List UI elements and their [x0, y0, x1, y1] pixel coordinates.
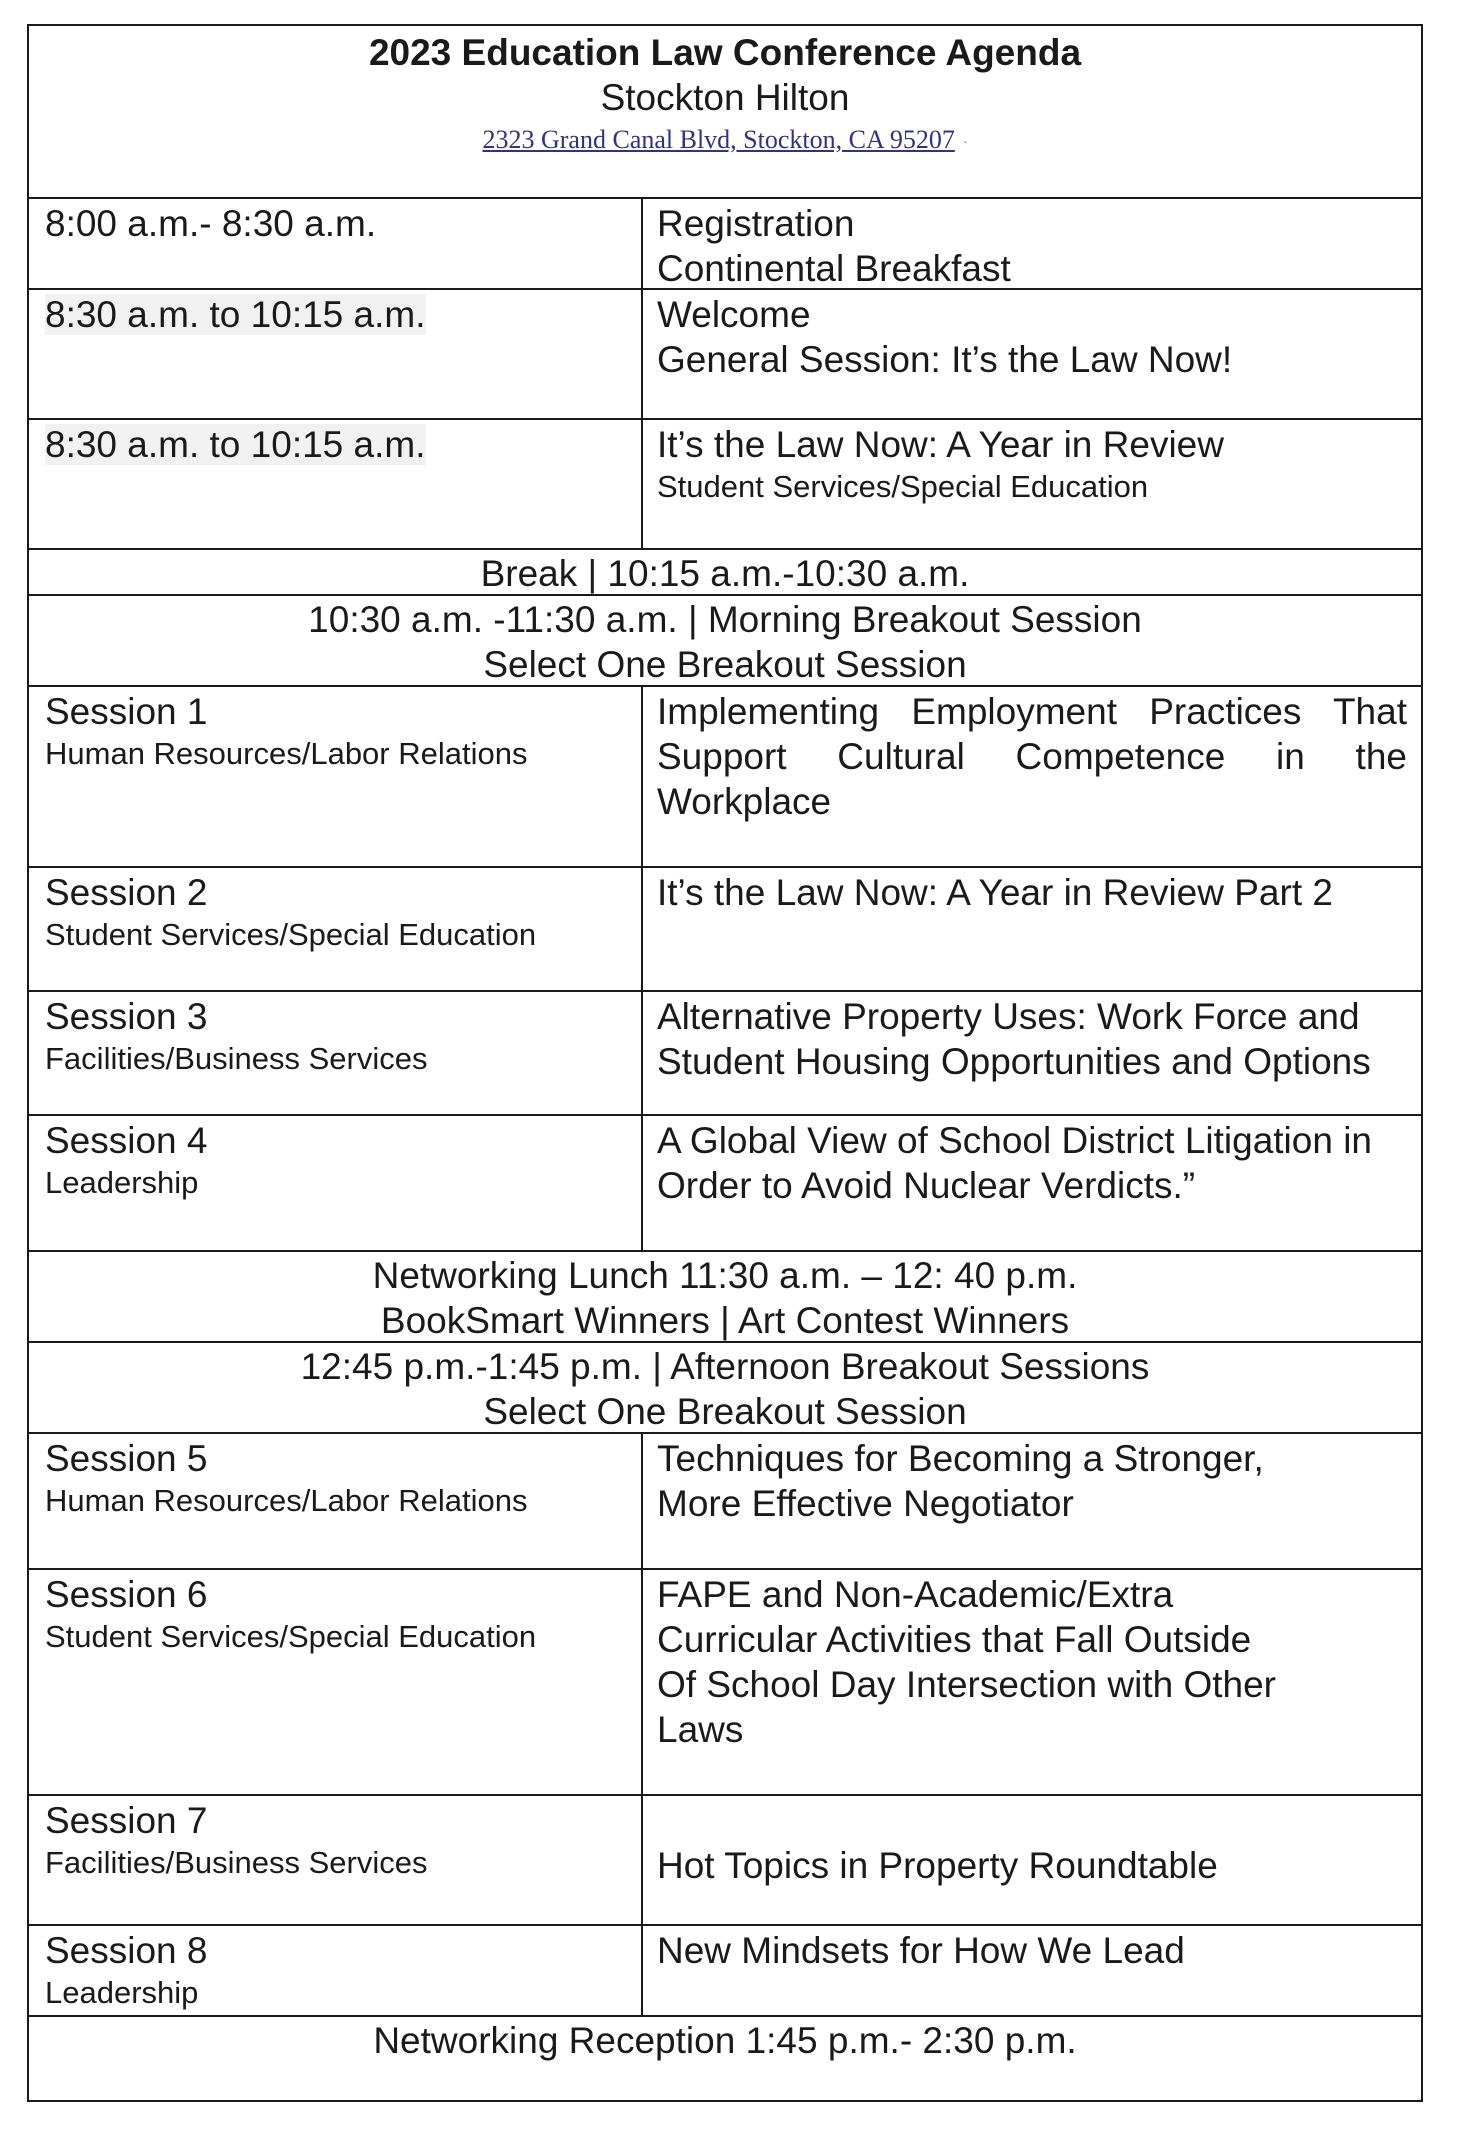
venue-name: Stockton Hilton	[600, 77, 850, 118]
session-name: Session 5	[45, 1438, 208, 1479]
afternoon-breakout-row	[29, 1341, 1421, 1432]
session-row	[29, 866, 1421, 990]
session-name: Session 1	[45, 691, 208, 732]
agenda-header	[29, 26, 1421, 197]
session-title-line: Of School Day Intersection with Other	[657, 1664, 1276, 1705]
general-session-label: General Session: It’s the Law Now!	[657, 339, 1233, 380]
session-name: Session 2	[45, 872, 208, 913]
session-title	[643, 992, 1421, 1114]
session-title-line: Techniques for Becoming a Stronger,	[657, 1438, 1264, 1479]
registration-row	[29, 197, 1421, 288]
welcome-details	[643, 290, 1421, 418]
review-track: Student Services/Special Education	[657, 469, 1149, 504]
session-row	[29, 1114, 1421, 1250]
reception-label: Networking Reception 1:45 p.m.- 2:30 p.m.	[373, 2020, 1077, 2061]
session-info	[29, 868, 643, 990]
afternoon-breakout-time: 12:45 p.m.-1:45 p.m. | Afternoon Breakout Sessions	[300, 1346, 1150, 1387]
session-track: Student Services/Special Education	[45, 917, 537, 952]
session-title-line: More Effective Negotiator	[657, 1483, 1074, 1524]
session-title: It’s the Law Now: A Year in Review Part 2	[657, 872, 1333, 913]
session-info	[29, 992, 643, 1114]
session-name: Session 8	[45, 1930, 208, 1971]
review-time: 8:30 a.m. to 10:15 a.m.	[45, 424, 426, 465]
session-info	[29, 1434, 643, 1568]
reception-row	[29, 2015, 1421, 2100]
session-row	[29, 1432, 1421, 1568]
review-time-cell	[29, 420, 643, 548]
welcome-time-cell	[29, 290, 643, 418]
session-info	[29, 1796, 643, 1924]
review-title: It’s the Law Now: A Year in Review	[657, 424, 1224, 465]
session-title: New Mindsets for How We Lead	[657, 1930, 1185, 1971]
session-track: Human Resources/Labor Relations	[45, 736, 528, 771]
session-track: Leadership	[45, 1975, 199, 2010]
session-info	[29, 687, 643, 866]
registration-details	[643, 199, 1421, 288]
session-title-line: Student Housing Opportunities and Options	[657, 1041, 1371, 1082]
session-row	[29, 1568, 1421, 1794]
session-name: Session 6	[45, 1574, 208, 1615]
session-info	[29, 1926, 643, 2015]
session-row	[29, 685, 1421, 866]
session-title-line: A Global View of School District Litigation in	[657, 1120, 1373, 1161]
lunch-awards: BookSmart Winners | Art Contest Winners	[380, 1300, 1070, 1341]
venue-address-link[interactable]: 2323 Grand Canal Blvd, Stockton, CA 95207	[482, 125, 955, 154]
session-info	[29, 1116, 643, 1250]
review-details	[643, 420, 1421, 548]
break-label: Break | 10:15 a.m.-10:30 a.m.	[480, 553, 970, 594]
session-info	[29, 1570, 643, 1794]
registration-time: 8:00 a.m.- 8:30 a.m.	[29, 199, 643, 288]
session-title-line: Laws	[657, 1709, 744, 1750]
session-track: Facilities/Business Services	[45, 1845, 428, 1880]
morning-breakout-row	[29, 594, 1421, 685]
morning-breakout-instruction: Select One Breakout Session	[483, 644, 967, 685]
session-title-line: FAPE and Non-Academic/Extra	[657, 1574, 1174, 1615]
session-title	[643, 1116, 1421, 1250]
session-track: Leadership	[45, 1165, 199, 1200]
welcome-time: 8:30 a.m. to 10:15 a.m.	[45, 294, 426, 335]
session-row	[29, 1794, 1421, 1924]
review-row	[29, 418, 1421, 548]
session-title: Implementing Employment Practices That Support Cultural Competence in the Workplace	[657, 691, 1407, 822]
welcome-label: Welcome	[657, 294, 811, 335]
break-row	[29, 548, 1421, 594]
afternoon-breakout-instruction: Select One Breakout Session	[483, 1391, 967, 1432]
session-title-line: Alternative Property Uses: Work Force and	[657, 996, 1360, 1037]
lunch-row	[29, 1250, 1421, 1341]
session-track: Student Services/Special Education	[45, 1619, 537, 1654]
lunch-time: Networking Lunch 11:30 a.m. – 12: 40 p.m.	[372, 1255, 1078, 1296]
session-title-line: Order to Avoid Nuclear Verdicts.”	[657, 1165, 1196, 1206]
session-name: Session 7	[45, 1800, 208, 1841]
session-title	[643, 1570, 1421, 1794]
morning-breakout-time: 10:30 a.m. -11:30 a.m. | Morning Breakout Session	[308, 599, 1142, 640]
session-name: Session 4	[45, 1120, 208, 1161]
session-title	[643, 1434, 1421, 1568]
session-title-line: Curricular Activities that Fall Outside	[657, 1619, 1252, 1660]
session-track: Human Resources/Labor Relations	[45, 1483, 528, 1518]
session-row	[29, 990, 1421, 1114]
session-track: Facilities/Business Services	[45, 1041, 428, 1076]
agenda-title: 2023 Education Law Conference Agenda	[368, 32, 1082, 73]
address-dot: ·	[962, 135, 968, 151]
breakfast-label: Continental Breakfast	[657, 248, 1011, 289]
session-title: Hot Topics in Property Roundtable	[657, 1845, 1218, 1886]
agenda-table	[27, 24, 1423, 2102]
session-row	[29, 1924, 1421, 2015]
session-name: Session 3	[45, 996, 208, 1037]
welcome-row	[29, 288, 1421, 418]
registration-label: Registration	[657, 203, 855, 244]
